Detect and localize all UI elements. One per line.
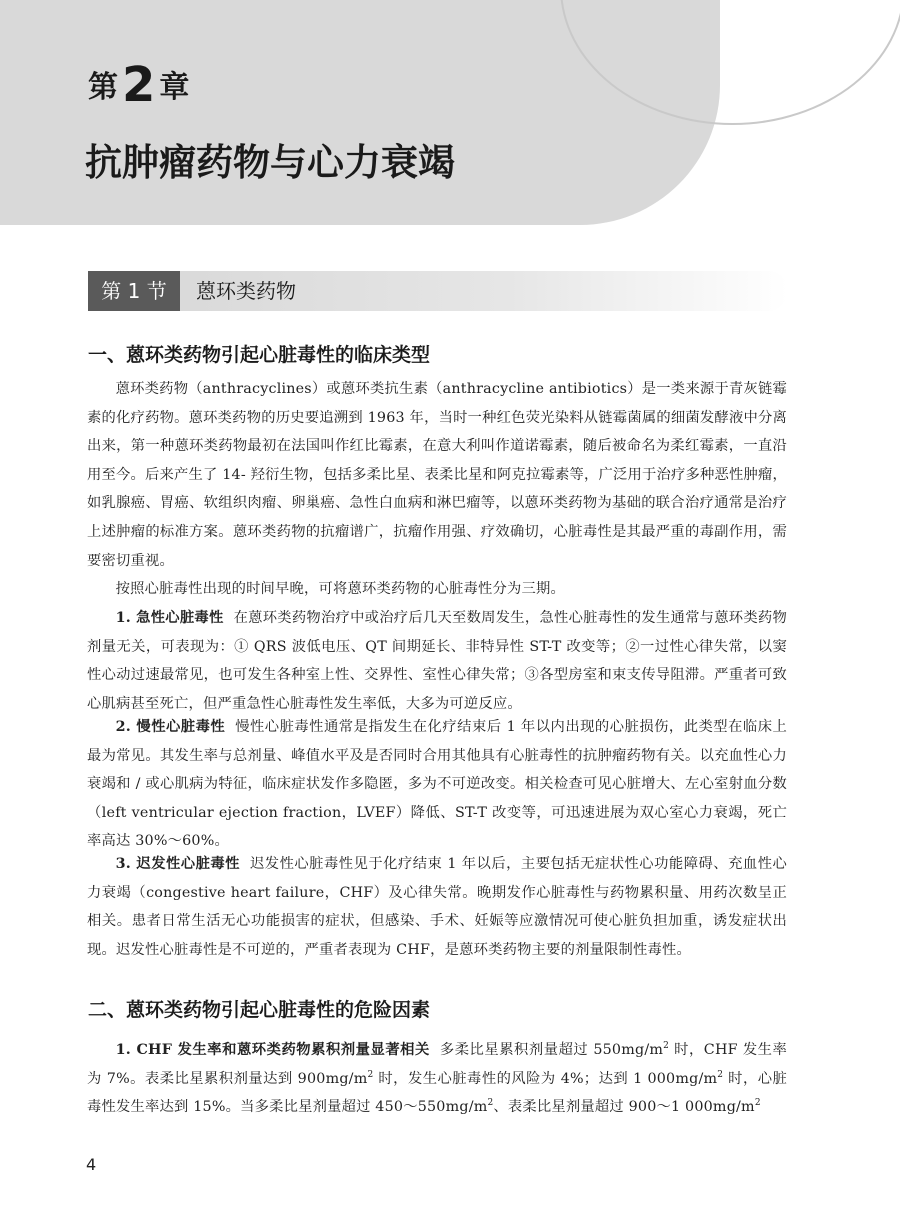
paragraph-chronic-toxicity: 2. 慢性心脏毒性 慢性心脏毒性通常是指发生在化疗结束后 1 年以内出现的心脏损伤，此类型在临床上最为常见。其发生率与总剂量、峰值水平及是否同时合用其他具有心脏毒性的抗肿瘤药物有关。以充血性心力衰竭和 / 或心肌病为特征，临床症状发作多隐匿，多为不可逆改变。相关检查可见心脏增大、左心室射血分数（left ventricular ejection fraction，LVEF）降低、ST-T 改变等，可迅速进展为双心室心力衰竭，死亡率高达 30%～60%。	[87, 719, 787, 850]
section-bar	[88, 271, 788, 311]
late-toxicity-lead: 3. 迟发性心脏毒性	[115, 856, 240, 872]
paragraph-intro: 蒽环类药物（anthracyclines）或蒽环类抗生素（anthracycline antibiotics）是一类来源于青灰链霉素的化疗药物。蒽环类药物的历史要追溯到 1963 年，当时一种红色荧光染料从链霉菌属的细菌发酵液中分离出来，第一种蒽环类药物最初在法国叫作红比霉素，在意大利叫作道诺霉素，随后被命名为柔红霉素，一直沿用至今。后来产生了 14- 羟衍生物，包括多柔比星、表柔比星和阿克拉霉素等，广泛用于治疗多种恶性肿瘤，如乳腺癌、胃癌、软组织肉瘤、卵巢癌、急性白血病和淋巴瘤等，以蒽环类药物为基础的联合治疗通常是治疗上述肿瘤的标准方案。蒽环类药物的抗瘤谱广，抗瘤作用强、疗效确切，心脏毒性是其最严重的毒副作用，需要密切重视。	[87, 381, 787, 569]
section-title: 蒽环类药物	[196, 279, 296, 303]
page-number: 4	[86, 1155, 97, 1174]
heading-clinical-types: 一、蒽环类药物引起心脏毒性的临床类型	[88, 344, 431, 366]
acute-toxicity-lead: 1. 急性心脏毒性	[115, 610, 224, 626]
cumulative-dose-lead: 1. CHF 发生率和蒽环类药物累积剂量显著相关	[115, 1042, 430, 1058]
chapter-number: 2	[122, 57, 156, 113]
heading-risk-factors: 二、蒽环类药物引起心脏毒性的危险因素	[88, 999, 431, 1021]
chapter-title: 抗肿瘤药物与心力衰竭	[85, 141, 455, 184]
paragraph-acute-toxicity: 1. 急性心脏毒性 在蒽环类药物治疗中或治疗后几天至数周发生，急性心脏毒性的发生通常与蒽环类药物剂量无关，可表现为：① QRS 波低电压、QT 间期延长、非特异性 ST-T 改变等；②一过性心律失常，以窦性心动过速最常见，也可发生各种室上性、交界性、室性心律失常；③各型房室和束支传导阻滞。严重者可致心肌病甚至死亡，但严重急性心脏毒性发生率低，大多为可逆反应。	[87, 610, 787, 712]
chronic-toxicity-lead: 2. 慢性心脏毒性	[115, 719, 226, 735]
paragraph-classification: 按照心脏毒性出现的时间早晚，可将蒽环类药物的心脏毒性分为三期。	[115, 581, 565, 597]
paragraph-cumulative-dose: 1. CHF 发生率和蒽环类药物累积剂量显著相关 多柔比星累积剂量超过 $550mg/m^2$ 时，CHF 发生率为 7%。表柔比星累积剂量达到 $900mg/m^2$ 时，发生心脏毒性的风险为 4%；达到 1 $000mg/m^2$ 时，心脏毒性发生率达到 15%。当多柔比星剂量超过 $450\sim 550mg/m^2$、表柔比星剂量超过 900～1 $000mg/m^2$	[87, 1041, 787, 1116]
paragraph-late-toxicity: 3. 迟发性心脏毒性 迟发性心脏毒性见于化疗结束 1 年以后，主要包括无症状性心功能障碍、充血性心力衰竭（congestive heart failure，CHF）及心律失常。晚期发作心脏毒性与药物累积量、用药次数呈正相关。患者日常生活无心功能损害的症状，但感染、手术、妊娠等应激情况可使心脏负担加重，诱发症状出现。迟发性心脏毒性是不可逆的，严重者表现为 CHF，是蒽环类药物主要的剂量限制性毒性。	[87, 856, 787, 958]
section-number: 第 1 节	[88, 271, 180, 311]
chapter-label: 第2 章	[88, 57, 190, 113]
